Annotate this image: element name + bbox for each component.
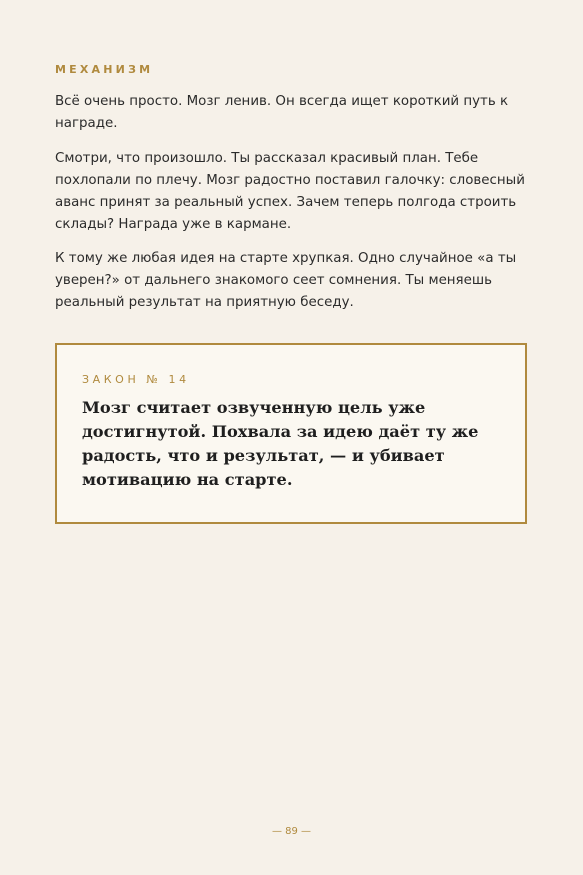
law-callout-box (55, 343, 527, 524)
page-number: — 89 — (271, 826, 312, 837)
paragraph: Всё очень просто. Мозг ленив. Он всегда ищет короткий путь к награде. (55, 94, 509, 131)
section-label: МЕХАНИЗМ (55, 63, 154, 76)
law-label: ЗАКОН № 14 (82, 373, 190, 386)
paragraph: Смотри, что произошло. Ты рассказал красивый план. Тебе похлопали по плечу. Мозг радостно поставил галочку: словесный аванс принят за реальный успех. Зачем теперь полгода строить склады? Награда уже в кармане. (55, 151, 525, 232)
book-page (55, 0, 528, 875)
paragraph: К тому же любая идея на старте хрупкая. Одно случайное «а ты уверен?» от дальнего знакомого сеет сомнения. Ты меняешь реальный результат на приятную беседу. (55, 251, 517, 310)
law-text: Мозг считает озвученную цель уже достигнутой. Похвала за идею даёт ту же радость, что и результат, — и убивает мотивацию на старте. (82, 398, 479, 489)
